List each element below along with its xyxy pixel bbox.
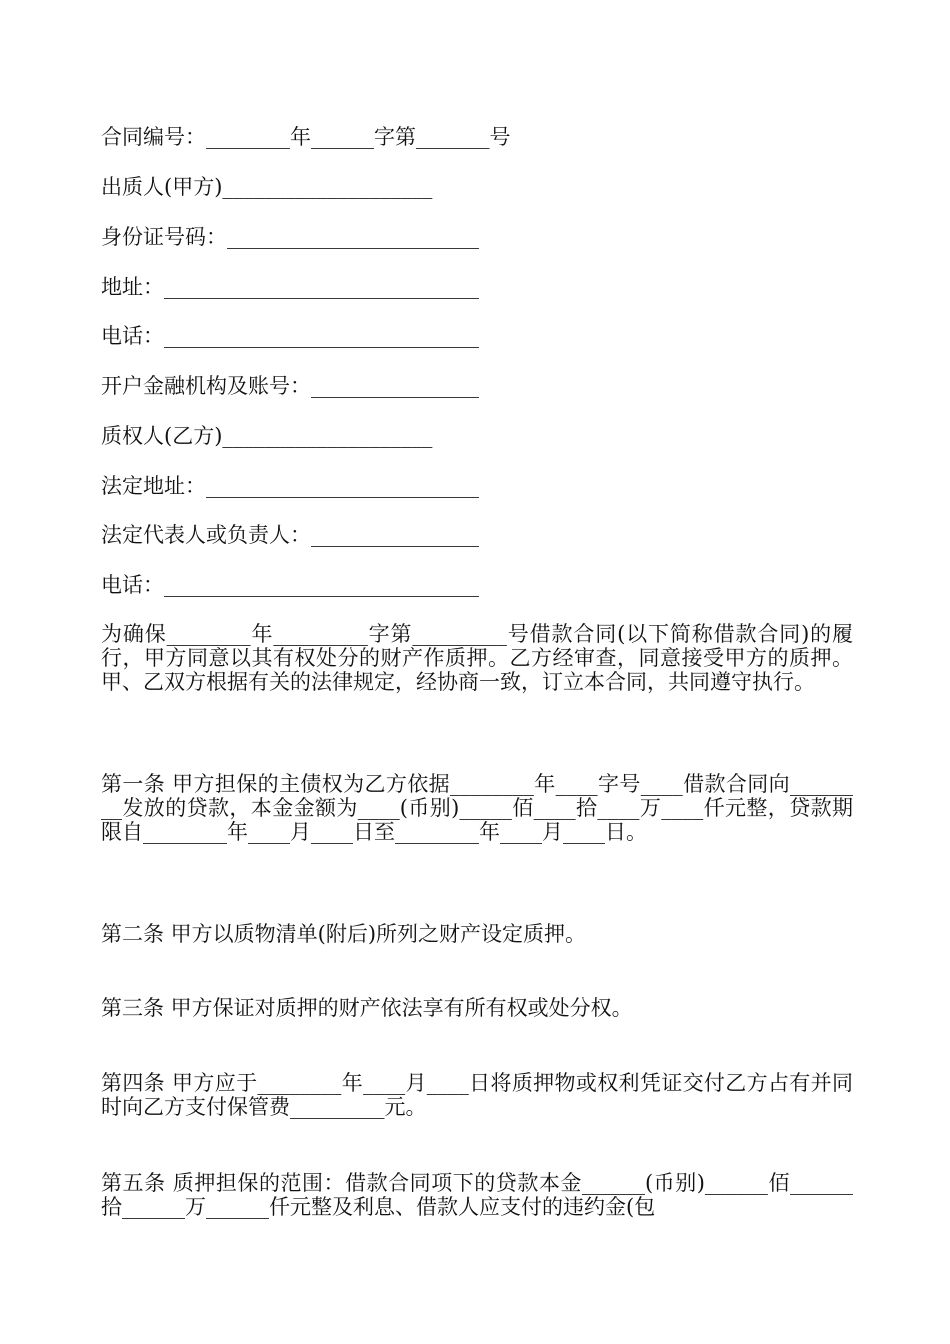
- pledgee-phone-field: 电话：______________________________: [101, 573, 479, 597]
- pledgee-field: 质权人(乙方)____________________: [101, 424, 433, 448]
- article-1: 第一条 甲方担保的主债权为乙方依据________年____字号____借款合同向________发放的贷款，本金金额为____(币别)_____佰____拾____万____仟元整，贷款期限自________年____月____日至________年____月____日。: [101, 772, 853, 844]
- article-5: 第五条 质押担保的范围：借款合同项下的贷款本金______(币别)______佰______拾______万______仟元整及利息、借款人应支付的违约金(包: [101, 1171, 853, 1219]
- legal-representative-field: 法定代表人或负责人：________________: [101, 523, 479, 547]
- phone-field: 电话：______________________________: [101, 324, 479, 348]
- legal-address-field: 法定地址：__________________________: [101, 474, 479, 498]
- pledgor-field: 出质人(甲方)____________________: [101, 175, 433, 199]
- article-2: 第二条 甲方以质物清单(附后)所列之财产设定质押。: [101, 922, 587, 946]
- article-3: 第三条 甲方保证对质押的财产依法享有所有权或处分权。: [101, 996, 633, 1020]
- article-4: 第四条 甲方应于________年____月____日将质押物或权利凭证交付乙方占有并同时向乙方支付保管费_________元。: [101, 1071, 853, 1119]
- contract-number-field: 合同编号：________年______字第_______号: [101, 125, 511, 149]
- intro-paragraph: 为确保________年_________字第_________号借款合同(以下简称借款合同)的履行，甲方同意以其有权处分的财产作质押。乙方经审查，同意接受甲方的质押。甲、乙双方根据有关的法律规定，经协商一致，订立本合同，共同遵守执行。: [101, 622, 853, 694]
- bank-account-field: 开户金融机构及账号：________________: [101, 374, 479, 398]
- id-number-field: 身份证号码：________________________: [101, 225, 479, 249]
- address-field: 地址：______________________________: [101, 275, 479, 299]
